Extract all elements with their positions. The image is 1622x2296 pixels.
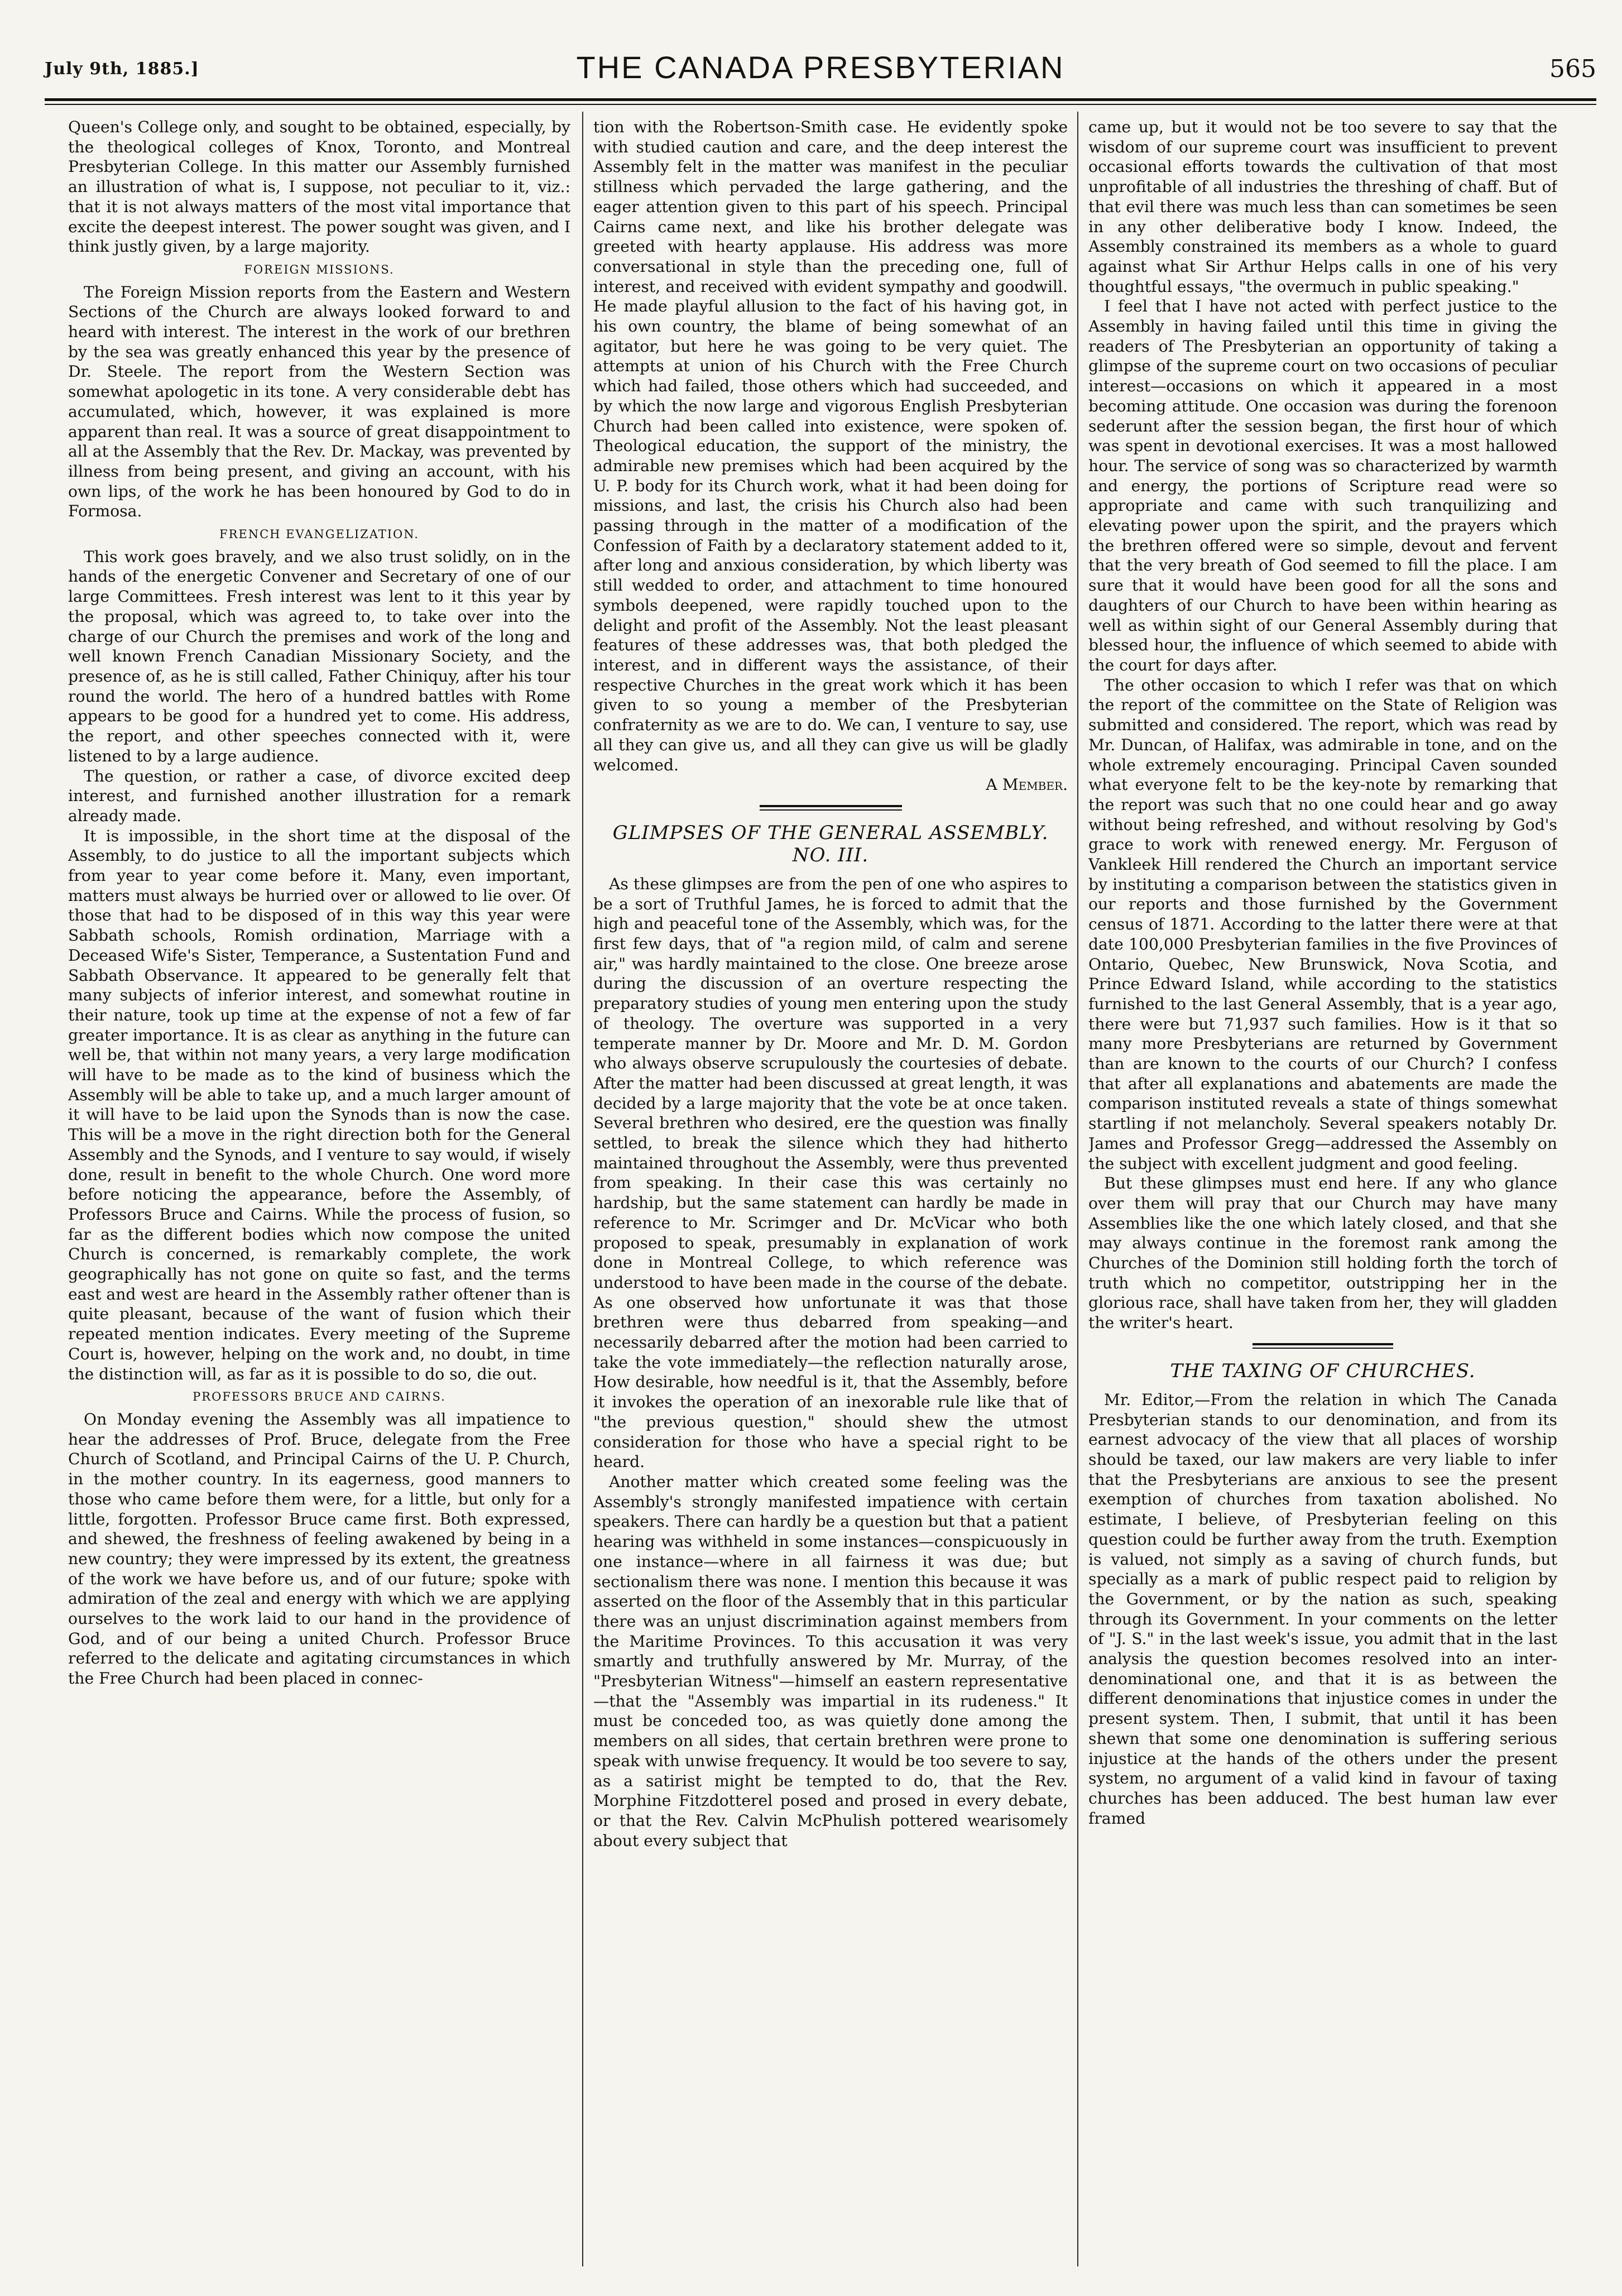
paragraph: Mr. Editor,—From the relation in which The Canada Presbyterian stands to our denomination, and from its earnest advocacy of the view that all places of worship should be taxed, our law makers are very liable to infer that the Presbyterians are anxious to see the present exemption of churches from taxation abolished. No estimate, I believe, of Presbyterian feeling on this question could be further away from the truth. Exemption is valued, not simply as a saving of church funds, but specially as a mark of public respect paid to religion by the Government, or by the nation as such, speaking through its Government. In your comments on the letter of "J. S." in the last week's issue, you admit that in the last analysis the question becomes resolved into an inter-denominational one, and that it is as between the different denominations that injustice comes in under the present system. Then, I submit, that until it has been shewn that some one denomination is suffering serious injustice at the hands of the others under the present system, no argument of a valid kind in favour of taxing churches has been adduced. The best human law ever framed bbox=[1088, 1390, 1557, 1828]
article-title bbox=[593, 822, 1068, 866]
paragraph: tion with the Robertson-Smith case. He evidently spoke with studied caution and care, and the deep interest the Assembly felt in the matter was manifest in the peculiar stillness which pervaded the large gathering, and the eager attention given to this part of his speech. Principal Cairns came next, and like his brother delegate was greeted with hearty applause. His address was more conversational in style than the preceding one, full of interest, and received with evident sympathy and goodwill. He made playful allusion to the fact of his having got, in his own country, the blame of being somewhat of an agitator, but here he was going to be very quiet. The attempts at union of his Church with the Free Church which had failed, those others which had succeeded, and by which the now large and vigorous English Presbyterian Church had been called into existence, were spoken of. Theological education, the support of the ministry, the admirable new premises which had been acquired by the U. P. body for its Church work, what it had been doing for missions, and last, the crisis his Church also had been passing through in the matter of a modification of the Confession of Faith by a declaratory statement added to it, after long and anxious consideration, by which liberty was still wedded to order, and attachment to time honoured symbols deepened, were rapidly touched upon to the delight and profit of the Assembly. Not the least pleasant features of these addresses was, that both pledged the interest, and in different ways the assistance, of their respective Churches in the great work which it has been given to so young a member of the Presbyterian confraternity as we are to do. We can, I venture to say, use all they can give us, and all they can give us will be gladly welcomed. bbox=[593, 118, 1068, 774]
page-header bbox=[45, 49, 1596, 93]
header-rule-thick bbox=[45, 98, 1596, 101]
paragraph: But these glimpses must end here. If any who glance over them will pray that our Church may have many Assemblies like the one which lately closed, and that she may always continue in the foremost rank among the Churches of the Dominion still holding forth the torch of truth which no competitor, outstripping her in the glorious race, shall have taken from her, they will gladden the writer's heart. bbox=[1088, 1174, 1557, 1332]
column-divider bbox=[582, 112, 583, 2266]
paragraph: It is impossible, in the short time at the disposal of the Assembly, to do justice to all the important subjects which from year to year come before it. Many, even important, matters must always be hurried over or allowed to lie over. Of those that had to be disposed of in this way this year were Sabbath schools, Romish ordination, Marriage with a Deceased Wife's Sister, Temperance, a Sustentation Fund and Sabbath Observance. It appeared to be generally felt that many subjects of inferior interest, and somewhat routine in their nature, took up time at the expense of not a few of far greater importance. It is as clear as anything in the future can well be, that within not many years, a very large modification will have to be made as to the kind of business which the Assembly will be able to take up, and a much larger amount of it will have to be laid upon the Synods than is now the case. This will be a move in the right direction both for the General Assembly and the Synods, and I venture to say would, if wisely done, result in benefit to the whole Church. One word more before noticing the appearance, before the Assembly, of Professors Bruce and Cairns. While the process of fusion, so far as the different bodies which now compose the united Church is concerned, is remarkably complete, the work geographically has not gone on quite so fast, and the terms east and west are heard in the Assembly rather oftener than is quite pleasant, because of the want of fusion which their repeated mention indicates. Every meeting of the Supreme Court is, however, helping on the work and, no doubt, in time the distinction will, as far as it is possible to do so, die out. bbox=[68, 826, 570, 1383]
paragraph: came up, but it would not be too severe to say that the wisdom of our supreme court was insufficient to prevent occasional efforts towards the cultivation of that most unprofitable of all industries the threshing of chaff. But of that evil there was much less than can sometimes be seen in any other deliberative body I know. Indeed, the Assembly constrained its members as a whole to guard against what Sir Arthur Helps calls in one of his very thoughtful essays, "the overmuch in public speaking." bbox=[1088, 118, 1557, 296]
paragraph: As these glimpses are from the pen of one who aspires to be a sort of Truthful James, he is forced to admit that the high and peaceful tone of the Assembly, which was, for the first few days, that of "a region mild, of calm and serene air," was hardly maintained to the close. One breeze arose during the discussion of an overture respecting the preparatory studies of young men entering upon the study of theology. The overture was supported in a very temperate manner by Dr. Moore and Mr. D. M. Gordon who always observe scrupulously the courtesies of debate. After the matter had been discussed at great length, it was decided by a large majority that the vote be at once taken. Several brethren who desired, ere the question was finally settled, to break the silence which they had hitherto maintained throughout the Assembly, were thus prevented from speaking. In their case this was certainly no hardship, but the same statement can hardly be made in reference to Mr. Scrimger and Dr. McVicar who both proposed to speak, presumably in explanation of work done in Montreal College, to which reference was understood to have been made in the course of the debate. As one observed how unfortunate it was that those brethren were thus debarred from speaking—and necessarily debarred after the motion had been carried to take the vote immediately—the reflection naturally arose, How desirable, how needful is it, that the Assembly, before it invokes the operation of an inexorable rule like that of "the previous question," should shew the utmost consideration for those who have a special right to be heard. bbox=[593, 874, 1068, 1471]
article-divider bbox=[593, 802, 1068, 816]
page-number: 565 bbox=[1549, 55, 1596, 83]
article-title-line-1: GLIMPSES OF THE GENERAL ASSEMBLY. bbox=[612, 821, 1049, 844]
paragraph: This work goes bravely, and we also trust solidly, on in the hands of the energetic Convener and Secretary of one of our large Committees. Fresh interest was lent to it this year by the proposal, which was agreed to, to take over into the charge of our Church the premises and work of the long and well known French Canadian Missionary Society, and the presence of, as he is still called, Father Chiniquy, after his tour round the world. The hero of a hundred battles with Rome appears to be good for a hundred yet to come. His address, the report, and other speeches connected with it, were listened to by a large audience. bbox=[68, 547, 570, 765]
paragraph: The Foreign Mission reports from the Eastern and Western Sections of the Church are always looked forward to and heard with interest. The interest in the work of our brethren by the sea was greatly enhanced this year by the presence of Dr. Steele. The report from the Western Section was somewhat apologetic in its tone. A very considerable debt has accumulated, which, however, it was explained is more apparent than real. It was a source of great disappointment to all at the Assembly that the Rev. Dr. Mackay, was prevented by illness from being present, and giving an account, with his own lips, of the work he has been honoured by God to do in Formosa. bbox=[68, 282, 570, 521]
paragraph: The question, or rather a case, of divorce excited deep interest, and furnished another illustration for a remark already made. bbox=[68, 766, 570, 825]
column-2 bbox=[593, 117, 1068, 2272]
paragraph: On Monday evening the Assembly was all impatience to hear the addresses of Prof. Bruce, delegate from the Free Church of Scotland, and Principal Cairns of the U. P. Church, in the mother country. In its eagerness, good manners to those who came before them were, for a little, but only for a little, forgotten. Professor Bruce came first. Both expressed, and shewed, the freshness of feeling awakened by being in a new country; they were impressed by its extent, the greatness of the work we have before us, and of our future; spoke with admiration of the zeal and energy with which we are applying ourselves to the work laid to our hand in the providence of God, and of our being a united Church. Professor Bruce referred to the delicate and agitating circumstances in which the Free Church had been placed in connec- bbox=[68, 1410, 570, 1688]
paragraph: Queen's College only, and sought to be obtained, especially, by the theological colleges of Knox, Toronto, and Montreal Presbyterian College. In this matter our Assembly furnished an illustration of what is, I suppose, not peculiar to it, viz.: that it is not always matters of the most vital importance that excite the deepest interest. The power sought was given, and I think justly given, by a large majority. bbox=[68, 118, 570, 256]
article-title-taxing: THE TAXING OF CHURCHES. bbox=[1170, 1359, 1476, 1382]
issue-date: July 9th, 1885.] bbox=[45, 59, 199, 79]
section-heading-french-evangelization: FRENCH EVANGELIZATION. bbox=[219, 528, 419, 541]
paragraph: I feel that I have not acted with perfect justice to the Assembly in having failed until this time in giving the readers of The Presbyterian an opportunity of taking a glimpse of the supreme court on two occasions of peculiar interest—occasions on which it appeared in a most becoming attitude. One occasion was during the forenoon sederunt after the session began, the first hour of which was spent in devotional exercises. It was a most hallowed hour. The service of song was so characterized by warmth and energy, the portions of Scripture read were so appropriate and came with such tranquilizing and elevating power upon the spirit, and the prayers which the brethren offered were so simple, devout and fervent that the very breath of God seemed to fill the place. I am sure that it would have been good for all the sons and daughters of our Church to have been within hearing as well as within sight of our General Assembly during that blessed hour, the influence of which seemed to abide with the court for days after. bbox=[1088, 297, 1557, 674]
header-rule-thin bbox=[45, 104, 1596, 105]
article-title-line-2: NO. III. bbox=[792, 843, 869, 866]
section-heading-professors: PROFESSORS BRUCE AND CAIRNS. bbox=[193, 1390, 446, 1404]
signature: A Member. bbox=[986, 775, 1068, 794]
column-1 bbox=[68, 117, 570, 2272]
section-heading-foreign-missions: FOREIGN MISSIONS. bbox=[244, 262, 395, 276]
masthead-title: THE CANADA PRESBYTERIAN bbox=[576, 50, 1065, 85]
article-divider bbox=[1088, 1340, 1557, 1354]
paragraph: The other occasion to which I refer was that on which the report of the committee on the State of Religion was submitted and considered. The report, which was read by Mr. Duncan, of Halifax, was admirable in tone, and on the whole extremely encouraging. Principal Caven sounded what everyone felt to be the key-note by remarking that the report was such that no one could hear and go away without being refreshed, and without resolving by God's grace to work with renewed energy. Mr. Ferguson of Vankleek Hill rendered the Church an important service by instituting a comparison between the statistics given in our reports and those furnished by the Government census of 1871. According to the latter there were at that date 100,000 Presbyterian families in the five Provinces of Ontario, Quebec, New Brunswick, Nova Scotia, and Prince Edward Island, while according to the statistics furnished to the last General Assembly, that is a year ago, there were but 71,937 such families. How is it that so many more Presbyterians are returned by Government than are known to the courts of our Church? I confess that after all explanations and abatements are made the comparison instituted reveals a state of things somewhat startling if not melancholy. Several speakers notably Dr. James and Professor Gregg—addressed the Assembly on the subject with excellent judgment and good feeling. bbox=[1088, 675, 1557, 1173]
column-divider bbox=[1077, 112, 1078, 2266]
column-3 bbox=[1088, 117, 1557, 2272]
paragraph: Another matter which created some feeling was the Assembly's strongly manifested impatience with certain speakers. There can hardly be a question but that a patient hearing was withheld in some instances—conspicuously in one instance—where in all fairness it was due; but sectionalism there was none. I mention this because it was asserted on the floor of the Assembly that in this particular there was an unjust discrimination against members from the Maritime Provinces. To this accusation it was very smartly and truthfully answered by Mr. Murray, of the "Presbyterian Witness"—himself an eastern representative—that the "Assembly was impartial in its rudeness." It must be conceded too, as was quietly done among the members on all sides, that certain brethren were prone to speak with unwise frequency. It would be too severe to say, as a satirist might be tempted to do, that the Rev. Morphine Fitzdotterel posed and prosed in every debate, or that the Rev. Calvin McPhulish pottered wearisomely about every subject that bbox=[593, 1473, 1068, 1850]
